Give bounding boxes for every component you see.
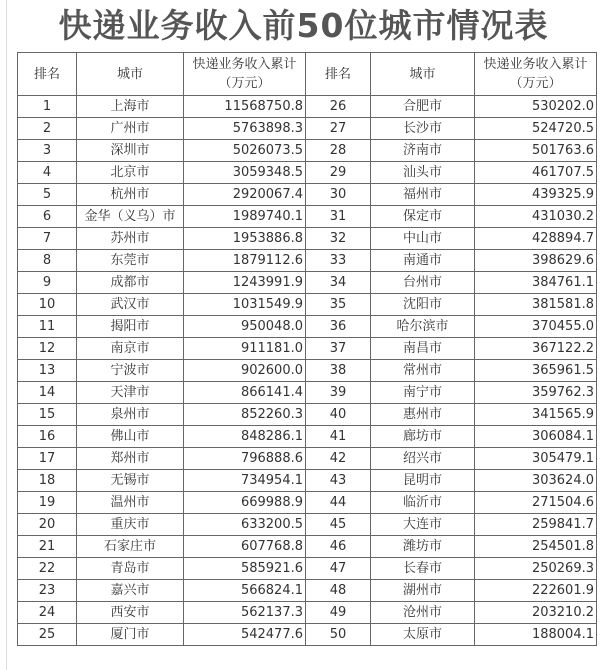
city-cell: 中山市 [371,228,475,250]
rank-cell: 38 [306,360,371,382]
rank-cell: 3 [18,140,77,162]
table-row [18,294,597,316]
rank-cell: 34 [306,272,371,294]
revenue-cell: 501763.6 [475,140,597,162]
city-cell: 长春市 [371,558,475,580]
table-row [18,514,597,536]
city-cell: 廊坊市 [371,426,475,448]
rank-cell: 18 [18,470,77,492]
city-cell: 太原市 [371,624,475,646]
city-cell: 佛山市 [77,426,184,448]
city-cell: 哈尔滨市 [371,316,475,338]
rank-cell: 28 [306,140,371,162]
table-row [18,206,597,228]
revenue-cell: 271504.6 [475,492,597,514]
header-rank: 排名 [306,53,371,96]
revenue-cell: 866141.4 [184,382,306,404]
revenue-cell: 950048.0 [184,316,306,338]
city-cell: 泉州市 [77,404,184,426]
city-cell: 苏州市 [77,228,184,250]
revenue-cell: 370455.0 [475,316,597,338]
revenue-cell: 911181.0 [184,338,306,360]
rank-cell: 44 [306,492,371,514]
table-row [18,162,597,184]
rank-cell: 25 [18,624,77,646]
city-cell: 嘉兴市 [77,580,184,602]
city-cell: 西安市 [77,602,184,624]
revenue-cell: 1879112.6 [184,250,306,272]
table-row [18,448,597,470]
revenue-cell: 1953886.8 [184,228,306,250]
header-revenue-unit: （万元） [509,76,562,91]
header-revenue-unit: （万元） [218,76,271,91]
table-row [18,360,597,382]
rank-cell: 40 [306,404,371,426]
table-row [18,316,597,338]
city-cell: 深圳市 [77,140,184,162]
table-row [18,96,597,118]
rank-cell: 23 [18,580,77,602]
header-revenue [475,53,597,96]
revenue-cell: 1989740.1 [184,206,306,228]
city-cell: 石家庄市 [77,536,184,558]
city-cell: 昆明市 [371,470,475,492]
city-cell: 重庆市 [77,514,184,536]
rank-cell: 1 [18,96,77,118]
revenue-cell: 562137.3 [184,602,306,624]
revenue-cell: 5763898.3 [184,118,306,140]
table-row [18,382,597,404]
rank-cell: 49 [306,602,371,624]
revenue-cell: 365961.5 [475,360,597,382]
city-cell: 宁波市 [77,360,184,382]
header-city: 城市 [371,53,475,96]
rank-cell: 37 [306,338,371,360]
page-title: 快递业务收入前50位城市情况表 [58,6,549,45]
revenue-cell: 306084.1 [475,426,597,448]
city-cell: 长沙市 [371,118,475,140]
rank-cell: 42 [306,448,371,470]
revenue-cell: 305479.1 [475,448,597,470]
rank-cell: 2 [18,118,77,140]
revenue-cell: 222601.9 [475,580,597,602]
city-cell: 湖州市 [371,580,475,602]
city-cell: 潍坊市 [371,536,475,558]
revenue-cell: 341565.9 [475,404,597,426]
city-cell: 沧州市 [371,602,475,624]
revenue-cell: 902600.0 [184,360,306,382]
city-cell: 青岛市 [77,558,184,580]
rank-cell: 35 [306,294,371,316]
table-row [18,184,597,206]
rank-cell: 32 [306,228,371,250]
city-cell: 东莞市 [77,250,184,272]
rank-cell: 10 [18,294,77,316]
rank-cell: 46 [306,536,371,558]
rank-cell: 33 [306,250,371,272]
revenue-cell: 203210.2 [475,602,597,624]
rank-cell: 45 [306,514,371,536]
rank-cell: 4 [18,162,77,184]
revenue-cell: 848286.1 [184,426,306,448]
revenue-cell: 11568750.8 [184,96,306,118]
rank-cell: 50 [306,624,371,646]
revenue-cell: 852260.3 [184,404,306,426]
revenue-cell: 381581.8 [475,294,597,316]
city-cell: 杭州市 [77,184,184,206]
rank-cell: 26 [306,96,371,118]
rank-cell: 27 [306,118,371,140]
city-cell: 南宁市 [371,382,475,404]
header-revenue [184,53,306,96]
city-cell: 沈阳市 [371,294,475,316]
revenue-cell: 796888.6 [184,448,306,470]
page-edge [6,0,7,670]
header-revenue-label: 快递业务收入累计 [192,57,297,72]
revenue-cell: 633200.5 [184,514,306,536]
table-row [18,272,597,294]
city-cell: 广州市 [77,118,184,140]
table-row [18,580,597,602]
city-cell: 常州市 [371,360,475,382]
table-row [18,228,597,250]
revenue-cell: 461707.5 [475,162,597,184]
table-row [18,558,597,580]
rank-cell: 47 [306,558,371,580]
revenue-cell: 530202.0 [475,96,597,118]
rank-cell: 39 [306,382,371,404]
city-cell: 临沂市 [371,492,475,514]
revenue-cell: 303624.0 [475,470,597,492]
table-row [18,624,597,646]
rank-cell: 12 [18,338,77,360]
table-row [18,250,597,272]
revenue-cell: 524720.5 [475,118,597,140]
rank-cell: 30 [306,184,371,206]
rank-cell: 6 [18,206,77,228]
city-cell: 南昌市 [371,338,475,360]
header-city: 城市 [77,53,184,96]
revenue-cell: 254501.8 [475,536,597,558]
table-row [18,426,597,448]
city-cell: 郑州市 [77,448,184,470]
revenue-cell: 359762.3 [475,382,597,404]
rank-cell: 19 [18,492,77,514]
rank-cell: 7 [18,228,77,250]
rank-cell: 22 [18,558,77,580]
revenue-cell: 398629.6 [475,250,597,272]
revenue-cell: 367122.2 [475,338,597,360]
revenue-cell: 542477.6 [184,624,306,646]
rank-cell: 16 [18,426,77,448]
header-rank: 排名 [18,53,77,96]
rank-cell: 48 [306,580,371,602]
city-cell: 武汉市 [77,294,184,316]
revenue-cell: 1243991.9 [184,272,306,294]
revenue-cell: 431030.2 [475,206,597,228]
revenue-cell: 188004.1 [475,624,597,646]
rank-cell: 17 [18,448,77,470]
revenue-cell: 2920067.4 [184,184,306,206]
city-cell: 台州市 [371,272,475,294]
city-cell: 温州市 [77,492,184,514]
city-cell: 揭阳市 [77,316,184,338]
rank-cell: 13 [18,360,77,382]
revenue-cell: 250269.3 [475,558,597,580]
city-cell: 无锡市 [77,470,184,492]
city-cell: 南京市 [77,338,184,360]
rank-cell: 14 [18,382,77,404]
city-cell: 北京市 [77,162,184,184]
city-cell: 保定市 [371,206,475,228]
table-row [18,404,597,426]
revenue-cell: 259841.7 [475,514,597,536]
table-row [18,338,597,360]
table-row [18,470,597,492]
rank-cell: 20 [18,514,77,536]
city-cell: 上海市 [77,96,184,118]
rank-cell: 15 [18,404,77,426]
revenue-cell: 384761.1 [475,272,597,294]
rank-cell: 9 [18,272,77,294]
rank-cell: 29 [306,162,371,184]
city-cell: 绍兴市 [371,448,475,470]
city-cell: 金华（义乌）市 [77,206,184,228]
city-cell: 汕头市 [371,162,475,184]
table-header-row [18,53,597,96]
table-row [18,118,597,140]
table-row [18,602,597,624]
city-cell: 福州市 [371,184,475,206]
revenue-cell: 566824.1 [184,580,306,602]
rank-cell: 43 [306,470,371,492]
city-cell: 济南市 [371,140,475,162]
city-cell: 惠州市 [371,404,475,426]
table-row [18,536,597,558]
city-cell: 厦门市 [77,624,184,646]
rank-cell: 5 [18,184,77,206]
revenue-cell: 5026073.5 [184,140,306,162]
revenue-cell: 669988.9 [184,492,306,514]
revenue-cell: 439325.9 [475,184,597,206]
revenue-cell: 585921.6 [184,558,306,580]
header-revenue-label: 快递业务收入累计 [483,57,588,72]
city-revenue-table [17,52,597,646]
city-cell: 天津市 [77,382,184,404]
rank-cell: 21 [18,536,77,558]
table-row [18,140,597,162]
rank-cell: 8 [18,250,77,272]
city-cell: 大连市 [371,514,475,536]
rank-cell: 24 [18,602,77,624]
city-cell: 成都市 [77,272,184,294]
city-cell: 南通市 [371,250,475,272]
revenue-cell: 1031549.9 [184,294,306,316]
revenue-cell: 607768.8 [184,536,306,558]
revenue-cell: 734954.1 [184,470,306,492]
rank-cell: 36 [306,316,371,338]
rank-cell: 31 [306,206,371,228]
revenue-cell: 3059348.5 [184,162,306,184]
rank-cell: 41 [306,426,371,448]
table-row [18,492,597,514]
rank-cell: 11 [18,316,77,338]
city-cell: 合肥市 [371,96,475,118]
revenue-cell: 428894.7 [475,228,597,250]
